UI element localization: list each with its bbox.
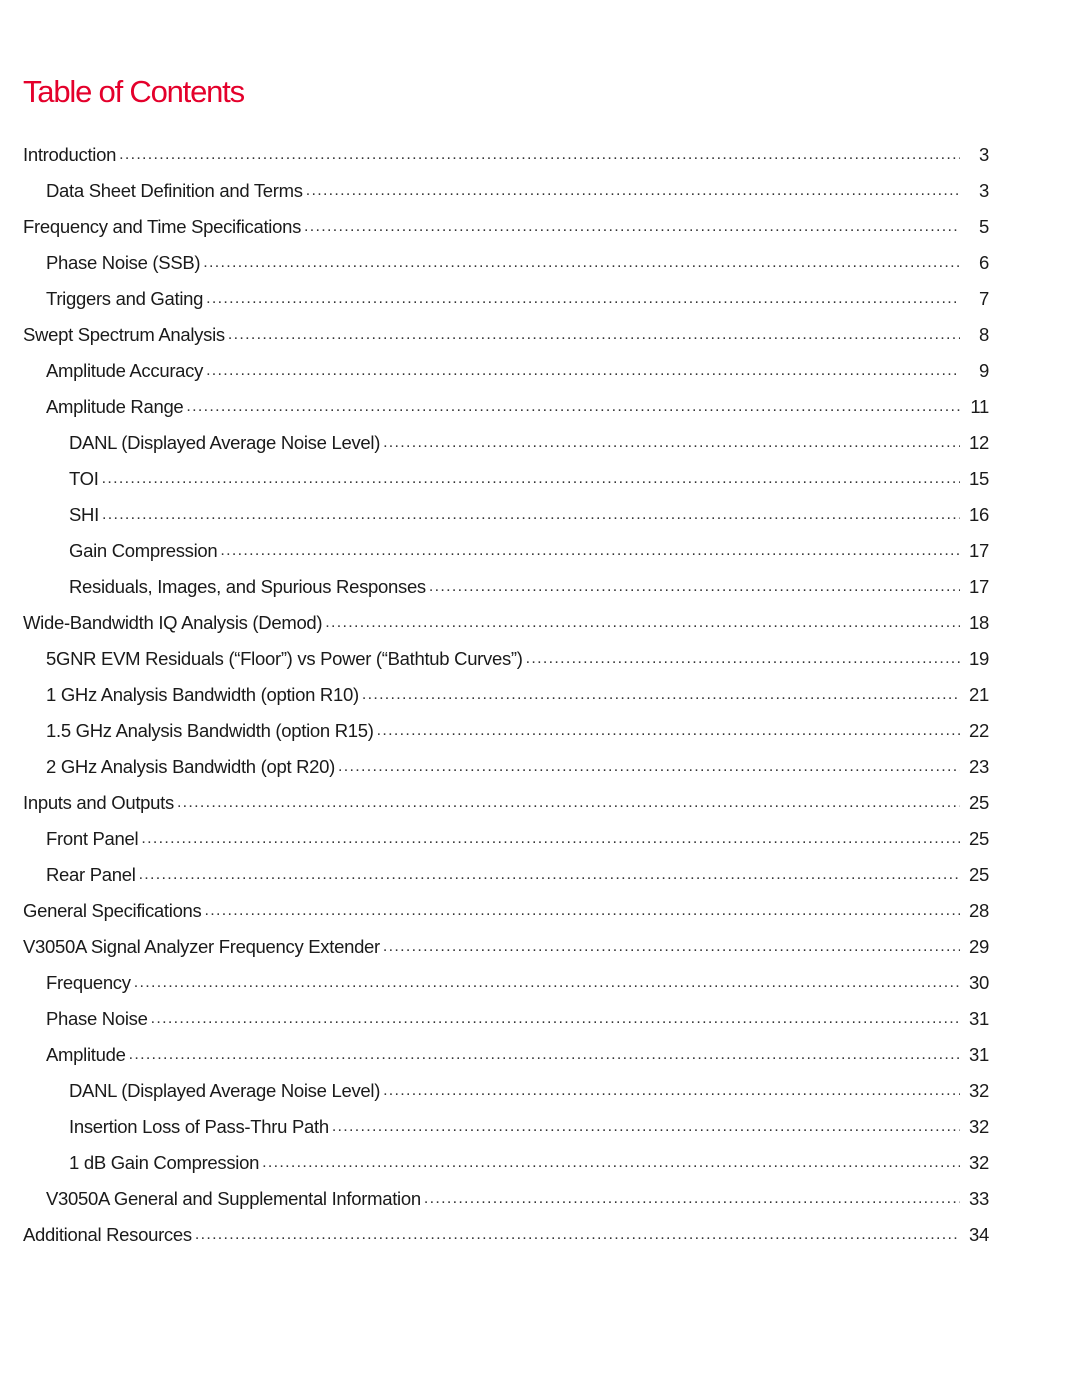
toc-page-number: 16 — [969, 504, 989, 525]
toc-page-number: 25 — [969, 828, 989, 849]
toc-entry-label: Amplitude Accuracy — [46, 360, 204, 381]
toc-entry[interactable] — [0, 425, 1080, 461]
toc-entry-label: 1 GHz Analysis Bandwidth (option R10) — [46, 684, 359, 705]
toc-dot-leader — [177, 794, 960, 812]
toc-dot-leader — [424, 1190, 960, 1208]
toc-dot-leader — [119, 146, 960, 164]
toc-page-number: 7 — [979, 288, 989, 309]
toc-page-number: 17 — [969, 576, 989, 597]
toc-entry[interactable] — [0, 605, 1080, 641]
toc-page-number: 9 — [979, 360, 989, 381]
toc-entry-label: 1 dB Gain Compression — [69, 1152, 260, 1173]
toc-page-number: 8 — [979, 324, 989, 345]
toc-entry-label: 2 GHz Analysis Bandwidth (opt R20) — [46, 756, 336, 777]
toc-page-number: 32 — [969, 1116, 989, 1137]
toc-dot-leader — [220, 542, 960, 560]
toc-entry-label: Phase Noise — [46, 1008, 148, 1029]
toc-entry[interactable] — [0, 1109, 1080, 1145]
toc-entry[interactable] — [0, 317, 1080, 353]
toc-dot-leader — [205, 902, 961, 920]
toc-page-number: 6 — [979, 252, 989, 273]
toc-entry-label: TOI — [69, 468, 99, 489]
toc-entry-label: Swept Spectrum Analysis — [23, 324, 225, 345]
toc-dot-leader — [526, 650, 960, 668]
toc-entry[interactable] — [0, 713, 1080, 749]
toc-entry[interactable] — [0, 281, 1080, 317]
toc-entry[interactable] — [0, 821, 1080, 857]
toc-entry[interactable] — [0, 1037, 1080, 1073]
toc-dot-leader — [102, 470, 960, 488]
toc-dot-leader — [134, 974, 960, 992]
toc-dot-leader — [203, 254, 960, 272]
toc-dot-leader — [195, 1226, 960, 1244]
toc-page-number: 33 — [969, 1188, 989, 1209]
toc-entry-label: Frequency and Time Specifications — [23, 216, 302, 237]
toc-page-number: 3 — [979, 144, 989, 165]
toc-entry-label: 1.5 GHz Analysis Bandwidth (option R15) — [46, 720, 374, 741]
toc-entry-label: Inputs and Outputs — [23, 792, 174, 813]
toc-page-number: 32 — [969, 1080, 989, 1101]
toc-entry[interactable] — [0, 245, 1080, 281]
toc-entry[interactable] — [0, 389, 1080, 425]
toc-entry-label: Data Sheet Definition and Terms — [46, 180, 303, 201]
toc-dot-leader — [383, 1082, 960, 1100]
toc-entry[interactable] — [0, 209, 1080, 245]
toc-entry[interactable] — [0, 569, 1080, 605]
toc-dot-leader — [151, 1010, 960, 1028]
toc-page-number: 32 — [969, 1152, 989, 1173]
toc-entry[interactable] — [0, 965, 1080, 1001]
toc-entry-label: Gain Compression — [69, 540, 218, 561]
toc-dot-leader — [338, 758, 960, 776]
toc-entry-label: Additional Resources — [23, 1224, 192, 1245]
toc-page-number: 12 — [969, 432, 989, 453]
toc-entry-label: V3050A Signal Analyzer Frequency Extender — [23, 936, 380, 957]
page-title: Table of Contents — [23, 74, 244, 109]
toc-dot-leader — [383, 434, 960, 452]
toc-entry-label: Residuals, Images, and Spurious Responses — [69, 576, 426, 597]
toc-page-number: 21 — [969, 684, 989, 705]
toc-entry[interactable] — [0, 353, 1080, 389]
toc-page-number: 31 — [969, 1008, 989, 1029]
toc-entry-label: Insertion Loss of Pass-Thru Path — [69, 1116, 329, 1137]
toc-dot-leader — [206, 290, 960, 308]
toc-entry[interactable] — [0, 173, 1080, 209]
toc-page-number: 5 — [979, 216, 989, 237]
toc-entry[interactable] — [0, 1073, 1080, 1109]
toc-page-number: 15 — [969, 468, 989, 489]
toc-page-number: 22 — [969, 720, 989, 741]
toc-entry-label: DANL (Displayed Average Noise Level) — [69, 432, 381, 453]
toc-dot-leader — [304, 218, 960, 236]
toc-dot-leader — [228, 326, 960, 344]
toc-dot-leader — [206, 362, 960, 380]
toc-dot-leader — [362, 686, 960, 704]
toc-entry-label: Phase Noise (SSB) — [46, 252, 201, 273]
toc-entry[interactable] — [0, 1001, 1080, 1037]
toc-entry-label: Frequency — [46, 972, 131, 993]
toc-entry[interactable] — [0, 893, 1080, 929]
toc-entry[interactable] — [0, 137, 1080, 173]
toc-page-number: 23 — [969, 756, 989, 777]
toc-entry-label: Wide-Bandwidth IQ Analysis (Demod) — [23, 612, 323, 633]
toc-dot-leader — [186, 398, 960, 416]
toc-entry-label: DANL (Displayed Average Noise Level) — [69, 1080, 381, 1101]
toc-entry[interactable] — [0, 641, 1080, 677]
toc-entry-label: Amplitude — [46, 1044, 126, 1065]
toc-entry[interactable] — [0, 1181, 1080, 1217]
toc-entry[interactable] — [0, 785, 1080, 821]
toc-entry[interactable] — [0, 533, 1080, 569]
toc-entry-label: Introduction — [23, 144, 117, 165]
toc-page-number: 18 — [969, 612, 989, 633]
toc-page-number: 28 — [969, 900, 989, 921]
toc-entry[interactable] — [0, 1145, 1080, 1181]
toc-entry[interactable] — [0, 749, 1080, 785]
toc-entry-label: General Specifications — [23, 900, 202, 921]
toc-entry[interactable] — [0, 677, 1080, 713]
toc-dot-leader — [429, 578, 960, 596]
table-of-contents — [0, 137, 1080, 1253]
toc-entry-label: Front Panel — [46, 828, 139, 849]
toc-page-number: 25 — [969, 792, 989, 813]
toc-entry[interactable] — [0, 857, 1080, 893]
toc-page-number: 3 — [979, 180, 989, 201]
toc-entry-label: Rear Panel — [46, 864, 136, 885]
toc-dot-leader — [325, 614, 960, 632]
toc-dot-leader — [129, 1046, 960, 1064]
toc-entry[interactable] — [0, 497, 1080, 533]
toc-page-number: 11 — [970, 396, 989, 417]
toc-dot-leader — [332, 1118, 960, 1136]
toc-page-number: 34 — [969, 1224, 989, 1245]
toc-entry[interactable] — [0, 929, 1080, 965]
toc-entry-label: 5GNR EVM Residuals (“Floor”) vs Power (“Bathtub Curves”) — [46, 648, 523, 669]
toc-dot-leader — [306, 182, 960, 200]
toc-dot-leader — [383, 938, 960, 956]
toc-page-number: 17 — [969, 540, 989, 561]
toc-dot-leader — [377, 722, 960, 740]
toc-page-number: 31 — [969, 1044, 989, 1065]
toc-dot-leader — [102, 506, 960, 524]
toc-page-number: 25 — [969, 864, 989, 885]
toc-entry-label: V3050A General and Supplemental Information — [46, 1188, 421, 1209]
toc-entry[interactable] — [0, 1217, 1080, 1253]
toc-page-number: 29 — [969, 936, 989, 957]
toc-entry-label: SHI — [69, 504, 99, 525]
toc-dot-leader — [139, 866, 960, 884]
toc-entry-label: Amplitude Range — [46, 396, 184, 417]
toc-entry[interactable] — [0, 461, 1080, 497]
toc-page-number: 30 — [969, 972, 989, 993]
toc-dot-leader — [141, 830, 960, 848]
toc-entry-label: Triggers and Gating — [46, 288, 204, 309]
toc-dot-leader — [262, 1154, 960, 1172]
toc-page-number: 19 — [969, 648, 989, 669]
